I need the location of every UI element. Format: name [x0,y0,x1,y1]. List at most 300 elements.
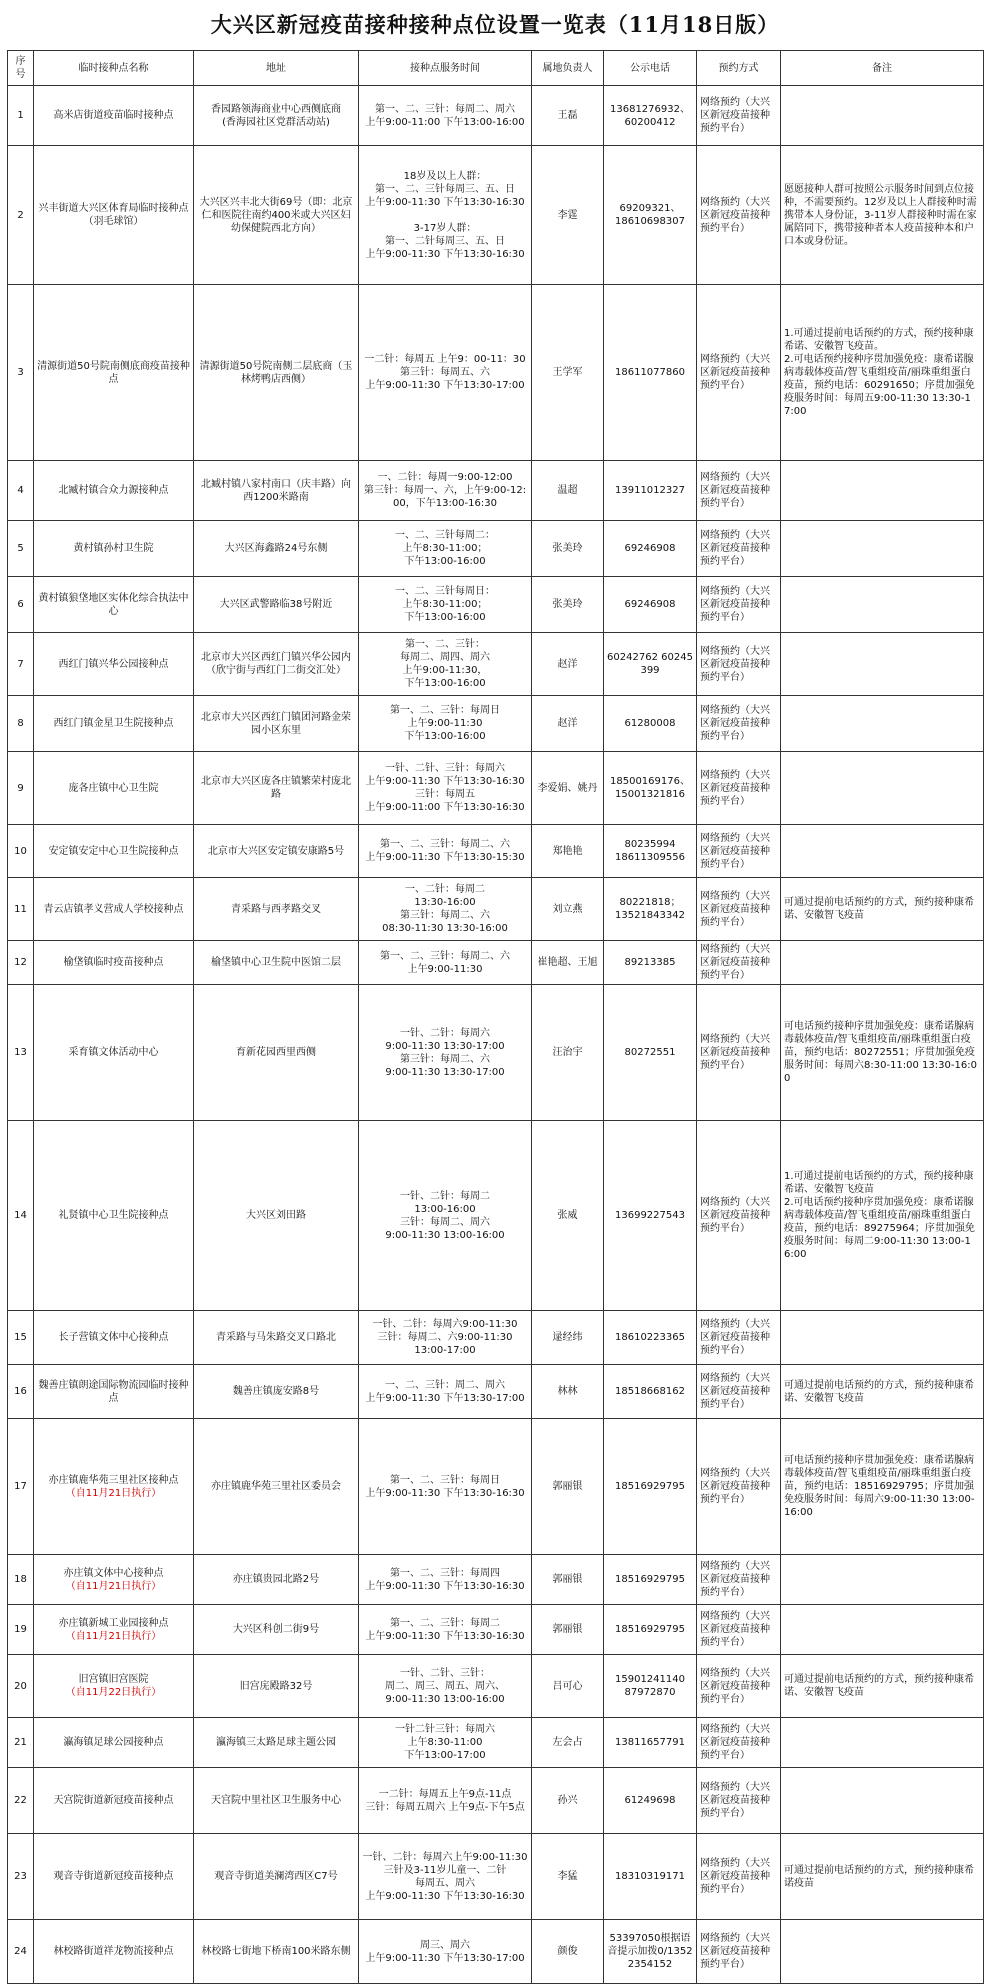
site-name [34,985,194,1121]
row-number [8,146,34,285]
site-address [194,285,359,461]
responsible-person-text: 王学军 [552,367,583,378]
site-name-text: 北臧村镇合众力源接种点 [58,485,169,496]
public-phone [604,752,697,825]
site-address-text: 北京市大兴区安定镇安康路5号 [207,845,345,857]
site-address-text: 亦庄镇贵园北路2号 [232,1574,320,1585]
responsible-person [532,1605,604,1655]
public-phone [604,633,697,696]
booking-method [697,1920,781,1984]
service-time [359,1655,532,1718]
header-site-name: 临时接种点名称 [34,51,194,86]
site-name-text: 亦庄镇鹿华苑三里社区接种点 [48,1474,179,1486]
row-number [8,1768,34,1834]
service-time-text: 第一、二、三针：每周二 上午9:00-11:30 下午13:30-16:30 [365,1617,525,1642]
public-phone-text: 13811657791 [615,1737,685,1748]
site-address [194,1718,359,1768]
public-phone [604,1605,697,1655]
public-phone-text: 18611077860 [615,367,685,378]
site-name [34,825,194,878]
booking-method [697,1834,781,1920]
public-phone [604,1311,697,1365]
responsible-person [532,521,604,577]
site-address [194,1311,359,1365]
booking-method [697,461,781,521]
site-address-text: 观音寺街道美澜湾西区C7号 [214,1871,338,1882]
public-phone [604,1419,697,1555]
table-row [8,1655,984,1718]
site-address-text: 大兴区科创二街9号 [232,1624,320,1635]
remarks [781,577,984,633]
site-address-text: 北京市大兴区西红门镇团河路金荣园小区东里 [201,711,351,736]
vaccination-sites-table [7,50,984,1984]
booking-method-text: 网络预约（大兴区新冠疫苗接种预约平台） [700,1034,770,1071]
site-name [34,1365,194,1419]
row-number [8,1920,34,1984]
booking-method-text: 网络预约（大兴区新冠疫苗接种预约平台） [700,1319,770,1356]
public-phone-text: 13699227543 [615,1210,685,1221]
table-row [8,1718,984,1768]
public-phone [604,985,697,1121]
row-number-text: 18 [14,1574,27,1585]
row-number-text: 6 [17,599,24,610]
responsible-person-text: 颜俊 [557,1946,578,1957]
booking-method-text: 网络预约（大兴区新冠疫苗接种预约平台） [700,472,770,509]
site-address [194,633,359,696]
site-name-text: 黄村镇孙村卫生院 [73,543,154,554]
service-time-text: 第一、二、三针：每周四 上午9:00-11:30 下午13:30-16:30 [365,1567,525,1592]
booking-method-text: 网络预约（大兴区新冠疫苗接种预约平台） [700,196,770,234]
service-time-text: 一针、二针、三针：每周六 上午9:00-11:30 下午13:30-16:30 三针：每周五 上午9:00-11:00 下午13:30-16:30 [365,763,525,813]
remarks [781,1605,984,1655]
responsible-person-text: 张威 [557,1210,578,1221]
service-time-text: 一、二针：每周二 13:30-16:00 第三针：每周二、六 08:30-11:30 13:30-16:00 [382,884,508,934]
site-address [194,1605,359,1655]
header-booking: 预约方式 [697,51,781,86]
responsible-person-text: 汪治宇 [552,1047,583,1058]
booking-method [697,941,781,985]
site-name-text: 黄村镇狼垡地区实体化综合执法中心 [38,592,189,617]
responsible-person-text: 刘立燕 [552,903,583,915]
effective-date-note: （自11月22日执行） [65,1687,162,1698]
responsible-person [532,1121,604,1311]
remarks [781,285,984,461]
site-address-text: 清源街道50号院南侧二层底商（玉林烤鸭店西侧） [199,360,353,385]
site-name [34,941,194,985]
site-name [34,1718,194,1768]
row-number-text: 19 [14,1624,27,1635]
site-name [34,86,194,146]
responsible-person-text: 郭丽银 [552,1624,583,1635]
site-name-text: 高米店街道疫苗临时接种点 [53,110,174,121]
table-row [8,1419,984,1555]
booking-method [697,633,781,696]
service-time [359,1718,532,1768]
remarks [781,1555,984,1605]
public-phone-text: 18500169176、 15001321816 [610,776,690,800]
remarks [781,1311,984,1365]
site-name-text: 亦庄镇新城工业园接种点 [58,1617,169,1629]
table-row [8,146,984,285]
row-number [8,577,34,633]
responsible-person-text: 张美玲 [552,543,583,554]
row-number [8,825,34,878]
header-phone: 公示电话 [604,51,697,86]
service-time [359,878,532,941]
service-time [359,1768,532,1834]
site-name [34,1311,194,1365]
row-number-text: 1 [17,110,24,121]
responsible-person [532,1555,604,1605]
remarks [781,696,984,752]
responsible-person [532,878,604,941]
booking-method-text: 网络预约（大兴区新冠疫苗接种预约平台） [700,769,770,807]
service-time [359,1920,532,1984]
booking-method [697,1605,781,1655]
booking-method [697,1311,781,1365]
table-row [8,86,984,146]
site-address-text: 北臧村镇八家村南口（庆丰路）向西1200米路南 [201,478,351,503]
remarks [781,878,984,941]
row-number-text: 24 [14,1946,27,1957]
site-name [34,1920,194,1984]
row-number [8,1311,34,1365]
effective-date-note: （自11月21日执行） [65,1487,162,1499]
site-address [194,461,359,521]
service-time-text: 第一、二、三针：每周日 上午9:00-11:30 下午13:00-16:00 [390,705,500,742]
service-time [359,1121,532,1311]
service-time-text: 一针、二针：每周六 9:00-11:30 13:30-17:00 第三针：每周二、六 9:00-11:30 13:30-17:00 [385,1027,505,1078]
public-phone-text: 18516929795 [615,1481,685,1492]
remarks [781,752,984,825]
service-time-text: 一、二、三针：周二、周六 上午9:00-11:30 下午13:30-17:00 [365,1379,525,1404]
row-number-text: 17 [14,1481,27,1492]
service-time-text: 一、二针：每周一9:00-12:00 第三针：每周一、六，上午9:00-12:00，下午13:00-16:30 [363,472,527,509]
responsible-person [532,146,604,285]
responsible-person-text: 李猛 [557,1871,578,1882]
site-name-text: 兴丰街道大兴区体育局临时接种点（羽毛球馆） [38,203,189,227]
booking-method-text: 网络预约（大兴区新冠疫苗接种预约平台） [700,1611,770,1648]
responsible-person [532,752,604,825]
table-row [8,752,984,825]
row-number [8,1365,34,1419]
site-name-text: 瀛海镇足球公园接种点 [63,1737,164,1748]
row-number [8,1555,34,1605]
effective-date-note: （自11月21日执行） [65,1580,162,1592]
header-note: 备注 [781,51,984,86]
responsible-person-text: 郭丽银 [552,1481,583,1492]
site-name-text: 亦庄镇文体中心接种点 [63,1567,164,1579]
service-time-text: 18岁及以上人群： 第一、二、三针每周三、五、日 上午9:00-11:30 下午13:30-16:30 3-17岁人群： 第一、二针每周三、五、日 上午9:00-11:30 下午13:30-16:30 [365,170,525,260]
remarks [781,1655,984,1718]
site-address-text: 魏善庄镇庞安路8号 [232,1386,320,1397]
table-row [8,633,984,696]
booking-method-text: 网络预约（大兴区新冠疫苗接种预约平台） [700,1724,770,1761]
booking-method [697,985,781,1121]
service-time-text: 一针二针三针：每周六 上午8:30-11:00 下午13:00-17:00 [395,1724,495,1761]
service-time-text: 一针、二针：每周六上午9:00-11:30 三针及3-11岁儿童一、二针 每周五、周六 上午9:00-11:30 下午13:30-16:30 [362,1851,528,1902]
site-name [34,1768,194,1834]
row-number [8,1605,34,1655]
site-address-text: 榆垡镇中心卫生院中医馆二层 [211,957,341,968]
booking-method-text: 网络预约（大兴区新冠疫苗接种预约平台） [700,1782,770,1819]
site-address [194,1555,359,1605]
site-name-text: 榆垡镇临时疫苗接种点 [63,957,164,968]
responsible-person [532,86,604,146]
remarks [781,1768,984,1834]
remarks [781,461,984,521]
service-time-text: 周三、周六 上午9:00-11:30 下午13:30-17:00 [365,1939,525,1964]
row-number-text: 10 [14,845,27,857]
remarks [781,985,984,1121]
site-name [34,521,194,577]
row-number [8,633,34,696]
table-row [8,696,984,752]
table-row [8,577,984,633]
responsible-person-text: 温超 [557,485,578,496]
service-time [359,1834,532,1920]
row-number [8,878,34,941]
public-phone [604,696,697,752]
service-time [359,825,532,878]
row-number-text: 4 [17,485,24,496]
responsible-person-text: 王磊 [557,110,578,121]
site-name-text: 采育镇文体活动中心 [68,1047,159,1058]
service-time [359,696,532,752]
site-address-text: 香园路领海商业中心西侧底商 (香海园社区党群活动站) [211,103,341,128]
row-number [8,1419,34,1555]
remarks-text: 可电话预约接种序贯加强免疫：康希诺腺病毒载体疫苗/智飞重组疫苗/丽珠重组蛋白疫苗，预约电话：80272551；序贯加强免疫服务时间：每周六8:30-11:00 13:30-16:00 [784,1021,977,1084]
remarks [781,941,984,985]
public-phone [604,941,697,985]
booking-method [697,146,781,285]
public-phone [604,1655,697,1718]
table-row [8,521,984,577]
site-address-text: 育新花园西里西侧 [236,1047,316,1058]
site-name-text: 清源街道50号院南侧底商疫苗接种点 [37,360,190,385]
remarks-text: 可通过提前电话预约的方式，预约接种康希诺、安徽智飞疫苗 [784,1379,974,1404]
booking-method [697,825,781,878]
site-name-text: 礼贤镇中心卫生院接种点 [58,1210,169,1221]
responsible-person [532,285,604,461]
booking-method [697,696,781,752]
row-number [8,285,34,461]
site-address [194,1768,359,1834]
service-time-text: 一针、二针：每周六9:00-11:30 三针：每周二、六9:00-11:30 13:00-17:00 [372,1319,518,1356]
remarks [781,86,984,146]
responsible-person-text: 李霆 [557,209,578,221]
table-row [8,1121,984,1311]
remarks [781,1920,984,1984]
service-time-text: 一、二、三针每周二： 上午8:30-11:00； 下午13:00-16:00 [395,530,495,567]
service-time [359,941,532,985]
booking-method-text: 网络预约（大兴区新冠疫苗接种预约平台） [700,1933,770,1970]
booking-method [697,1555,781,1605]
booking-method-text: 网络预约（大兴区新冠疫苗接种预约平台） [700,1197,770,1234]
responsible-person-text: 逯经纬 [552,1332,583,1343]
table-row [8,941,984,985]
public-phone-text: 18518668162 [615,1386,685,1397]
responsible-person [532,1311,604,1365]
site-address [194,1834,359,1920]
booking-method-text: 网络预约（大兴区新冠疫苗接种预约平台） [700,97,770,134]
responsible-person-text: 郭丽银 [552,1574,583,1585]
table-row [8,1834,984,1920]
site-address [194,1121,359,1311]
site-name [34,461,194,521]
header-person: 属地负责人 [532,51,604,86]
responsible-person [532,696,604,752]
service-time-text: 一、二、三针每周日： 上午8:30-11:00； 下午13:00-16:00 [395,586,495,623]
public-phone [604,1121,697,1311]
public-phone-text: 69246908 [624,543,676,554]
remarks-text: 可通过提前电话预约的方式，预约接种康希诺疫苗 [784,1864,974,1889]
remarks [781,633,984,696]
site-name [34,878,194,941]
remarks-text: 可电话预约接种序贯加强免疫：康希诺腺病毒载体疫苗/智飞重组疫苗/丽珠重组蛋白疫苗，预约电话：18516929795；序贯加强免疫服务时间：每周六9:00-11:30 13:00-16:00 [784,1455,975,1518]
booking-method-text: 网络预约（大兴区新冠疫苗接种预约平台） [700,530,770,567]
site-address-text: 北京市大兴区庞各庄镇繁荣村庞北路 [201,776,351,800]
row-number-text: 9 [17,782,24,794]
public-phone [604,577,697,633]
service-time [359,521,532,577]
booking-method [697,577,781,633]
booking-method [697,1419,781,1555]
table-row [8,1920,984,1984]
responsible-person [532,825,604,878]
booking-method-text: 网络预约（大兴区新冠疫苗接种预约平台） [700,586,770,623]
row-number [8,696,34,752]
row-number-text: 16 [14,1386,27,1397]
remarks [781,521,984,577]
site-address [194,878,359,941]
responsible-person-text: 郑艳艳 [552,845,583,857]
responsible-person [532,1768,604,1834]
table-row [8,1605,984,1655]
remarks [781,825,984,878]
table-row [8,1365,984,1419]
service-time [359,1605,532,1655]
site-address [194,1419,359,1555]
remarks [781,1365,984,1419]
public-phone-text: 69209321、 18610698307 [615,203,685,227]
public-phone [604,878,697,941]
site-name [34,752,194,825]
remarks-text: 可通过提前电话预约的方式，预约接种康希诺、安徽智飞疫苗 [784,897,974,921]
public-phone [604,1365,697,1419]
public-phone-text: 15901241140 87972870 [615,1674,685,1698]
site-address [194,752,359,825]
public-phone [604,285,697,461]
public-phone-text: 69246908 [624,599,676,610]
site-address [194,1655,359,1718]
public-phone-text: 80272551 [624,1047,676,1058]
public-phone-text: 61280008 [624,718,676,729]
site-address [194,941,359,985]
responsible-person-text: 左会占 [552,1737,583,1748]
booking-method-text: 网络预约（大兴区新冠疫苗接种预约平台） [700,1561,770,1598]
row-number [8,1834,34,1920]
service-time-text: 一针、二针：每周二 13:00-16:00 三针：每周二、周六 9:00-11:30 13:00-16:00 [385,1190,505,1241]
responsible-person [532,461,604,521]
site-name [34,1655,194,1718]
public-phone [604,86,697,146]
table-row [8,1311,984,1365]
row-number-text: 11 [14,903,27,915]
row-number [8,86,34,146]
site-name [34,1419,194,1555]
responsible-person-text: 张美玲 [552,599,583,610]
site-name-text: 西红门镇兴华公园接种点 [58,658,169,670]
row-number-text: 21 [14,1737,27,1748]
row-number-text: 3 [17,367,24,378]
remarks [781,1718,984,1768]
booking-method [697,1121,781,1311]
site-address-text: 瀛海镇三太路足球主题公园 [216,1737,336,1748]
row-number [8,1655,34,1718]
public-phone [604,1834,697,1920]
responsible-person-text: 孙兴 [557,1795,578,1806]
booking-method [697,878,781,941]
row-number-text: 22 [14,1795,27,1806]
public-phone [604,1718,697,1768]
public-phone [604,825,697,878]
public-phone [604,146,697,285]
table-row [8,285,984,461]
site-address [194,577,359,633]
site-address [194,1920,359,1984]
row-number [8,985,34,1121]
site-name-text: 西红门镇金星卫生院接种点 [53,718,174,729]
responsible-person [532,1718,604,1768]
header-no: 序号 [8,51,34,86]
booking-method-text: 网络预约（大兴区新冠疫苗接种预约平台） [700,890,770,928]
booking-method [697,1718,781,1768]
table-row [8,878,984,941]
site-name [34,1121,194,1311]
row-number-text: 13 [14,1047,27,1058]
responsible-person-text: 崔艳超、王旭 [537,957,598,968]
header-address: 地址 [194,51,359,86]
row-number [8,461,34,521]
responsible-person [532,1920,604,1984]
header-row [8,51,984,86]
service-time [359,146,532,285]
responsible-person-text: 李爱娟、姚丹 [537,782,598,794]
public-phone [604,461,697,521]
row-number-text: 15 [14,1332,27,1343]
service-time [359,1555,532,1605]
responsible-person-text: 赵洋 [557,718,578,729]
service-time [359,633,532,696]
row-number-text: 7 [17,658,24,670]
site-name [34,285,194,461]
row-number-text: 2 [17,209,24,221]
site-address-text: 大兴区武警路临38号附近 [219,599,333,610]
public-phone-text: 80221818； 13521843342 [615,897,685,921]
public-phone-text: 89213385 [624,957,676,968]
page-title: 大兴区新冠疫苗接种接种点位设置一览表（11月18日版） [210,12,780,37]
service-time [359,461,532,521]
service-time-text: 一二针：每周五上午9点-11点 三针：每周五周六 上午9点-下午5点 [365,1788,525,1813]
booking-method-text: 网络预约（大兴区新冠疫苗接种预约平台） [700,354,770,391]
table-row [8,461,984,521]
booking-method-text: 网络预约（大兴区新冠疫苗接种预约平台） [700,645,770,683]
service-time [359,577,532,633]
booking-method-text: 网络预约（大兴区新冠疫苗接种预约平台） [700,832,770,870]
table-row [8,825,984,878]
site-name [34,633,194,696]
